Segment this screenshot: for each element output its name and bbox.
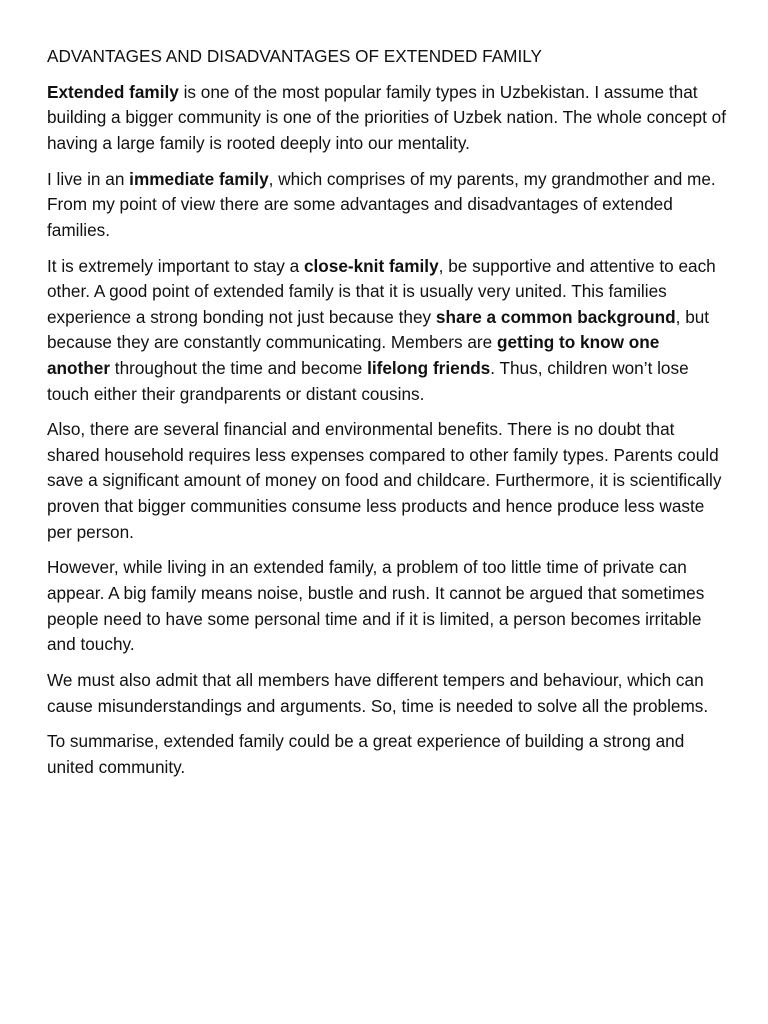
text-segment: I live in an (47, 168, 130, 189)
paragraph-6 (47, 668, 727, 719)
paragraph-1 (47, 80, 727, 157)
text-segment: , which comprises of my parents, my grandmother and me. From my point of view there are some advantages and disadvantages of extended families. (47, 168, 716, 240)
document-body (47, 80, 727, 781)
paragraph-3 (47, 254, 727, 408)
text-segment: However, while living in an extended family, a problem of too little time of private can appear. A big family means noise, bustle and rush. It cannot be argued that sometimes people need to have some personal time and if it is limited, a person becomes irritable and touchy. (47, 557, 705, 655)
text-segment: To summarise, extended family could be a great experience of building a strong and united community. (47, 731, 685, 777)
paragraph-2 (47, 167, 727, 244)
text-segment: throughout the time and become (110, 357, 368, 378)
paragraph-7 (47, 729, 727, 780)
text-segment: , be supportive and attentive to each other. A good point of extended family is that it is usually very united. This families experience a strong bonding not just because they (47, 255, 716, 327)
text-segment: . Thus, children won’t lose touch either their grandparents or distant cousins. (47, 357, 689, 404)
document-title: ADVANTAGES AND DISADVANTAGES OF EXTENDED FAMILY (47, 46, 543, 66)
text-segment: , but because they are constantly communicating. Members are (47, 306, 710, 353)
bold-phrase: lifelong friends (367, 357, 491, 378)
paragraph-5 (47, 555, 727, 657)
bold-phrase: immediate family (129, 168, 269, 189)
bold-phrase: share a common background (435, 306, 676, 327)
text-segment: Also, there are several financial and environmental benefits. There is no doubt that shared household requires less expenses compared to other family types. Parents could save a significant amount of money on food and childcare. Furthermore, it is scientifically proven that bigger communities consume less products and hence produce less waste per person. (47, 419, 722, 542)
text-segment: is one of the most popular family types in Uzbekistan. I assume that building a bigger community is one of the priorities of Uzbek nation. The whole concept of having a large family is rooted deeply into our mentality. (47, 81, 726, 153)
text-segment: We must also admit that all members have different tempers and behaviour, which can cause misunderstandings and arguments. So, time is needed to solve all the problems. (47, 670, 709, 716)
bold-phrase: getting to know one another (47, 332, 660, 378)
text-segment: It is extremely important to stay a (47, 255, 304, 276)
bold-phrase: close-knit family (303, 255, 439, 276)
document-page (47, 44, 727, 791)
paragraph-4 (47, 417, 727, 545)
bold-phrase: Extended family (47, 81, 179, 102)
